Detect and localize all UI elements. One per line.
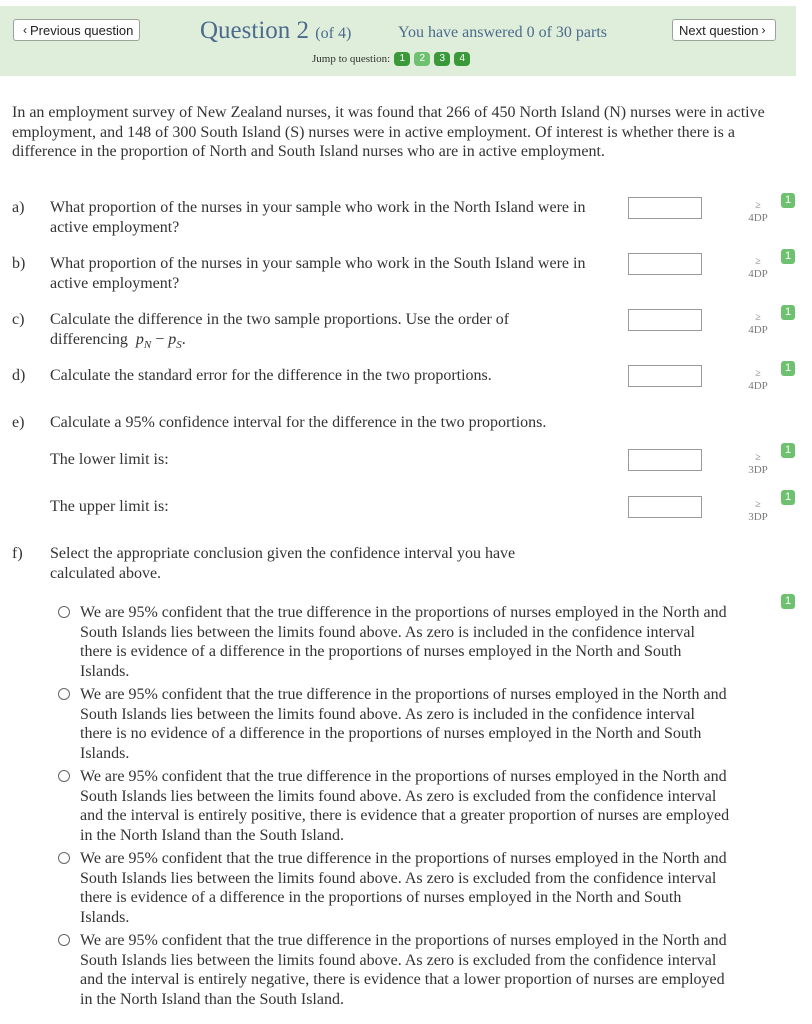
part-b-dp: 4DP — [748, 268, 768, 280]
part-d-answer-input[interactable] — [628, 365, 702, 387]
jump-question-2[interactable]: 2 — [414, 52, 430, 66]
part-f-label: f) — [12, 545, 23, 562]
p-n-subscript: N — [143, 338, 152, 351]
chevron-left-icon: ‹ — [23, 23, 27, 37]
part-b-label: b) — [12, 255, 26, 272]
radio-option-5[interactable] — [58, 934, 70, 946]
part-a-precision — [745, 199, 771, 224]
ge-icon: ≥ — [755, 200, 761, 211]
part-d-precision — [745, 367, 771, 392]
part-a-marks-badge: 1 — [781, 193, 795, 208]
lower-limit-marks-badge: 1 — [781, 443, 795, 458]
part-c-dp: 4DP — [748, 324, 768, 336]
question-number: Question 2 — [200, 17, 310, 44]
lower-limit-precision — [745, 451, 771, 476]
lower-limit-label: The lower limit is: — [50, 451, 169, 468]
part-c-marks-badge: 1 — [781, 305, 795, 320]
conclusion-option-3-text: We are 95% confident that the true difference in the proportions of nurses employed in the North and South Islands lies between the limits found above. As zero is excluded from the confidence interval and the interval is entirely positive, there is evidence that a greater proportion of nurses are employed in the North Island than the South Island. — [80, 768, 730, 844]
radio-option-1[interactable] — [58, 606, 70, 618]
ge-icon: ≥ — [755, 312, 761, 323]
lower-limit-input[interactable] — [628, 449, 702, 471]
lower-limit-dp: 3DP — [748, 464, 768, 476]
part-b-precision — [745, 255, 771, 280]
upper-limit-label: The upper limit is: — [50, 498, 169, 515]
ge-icon: ≥ — [755, 368, 761, 379]
jump-question-1[interactable]: 1 — [394, 52, 410, 66]
part-b-text: What proportion of the nurses in your sample who work in the South Island were in active employment? — [50, 255, 586, 292]
jump-to-question — [312, 52, 470, 66]
upper-limit-precision — [745, 498, 771, 523]
radio-option-2[interactable] — [58, 688, 70, 700]
part-a-label: a) — [12, 199, 25, 216]
part-c-text: Calculate the difference in the two sample proportions. Use the order of differencing — [50, 311, 510, 348]
p-s-symbol — [168, 330, 182, 351]
minus-sign: − — [155, 330, 165, 348]
part-b-marks-badge: 1 — [781, 249, 795, 264]
upper-limit-input[interactable] — [628, 496, 702, 518]
conclusion-option-4-text: We are 95% confident that the true difference in the proportions of nurses employed in the North and South Islands lies between the limits found above. As zero is excluded from the confidence interval there is evidence of a difference in the proportions of nurses employed in the North and South Islands. — [80, 850, 727, 926]
ge-icon: ≥ — [755, 499, 761, 510]
part-c-period: . — [181, 330, 186, 348]
chevron-right-icon: › — [761, 23, 766, 37]
next-question-label: Next question — [679, 22, 759, 38]
part-d-text: Calculate the standard error for the difference in the two proportions. — [50, 367, 492, 384]
part-c-text-wrap — [50, 310, 560, 355]
question-header — [0, 6, 796, 76]
part-b-answer-input[interactable] — [628, 253, 702, 275]
part-d-marks-badge: 1 — [781, 361, 795, 376]
upper-limit-dp: 3DP — [748, 511, 768, 523]
part-c-label: c) — [12, 311, 25, 328]
radio-option-4[interactable] — [58, 852, 70, 864]
conclusion-option-1-text: We are 95% confident that the true difference in the proportions of nurses employed in the North and South Islands lies between the limits found above. As zero is included in the confidence interval there is evidence of a difference in the proportions of nurses employed in the North and South Islands. — [80, 604, 727, 680]
upper-limit-marks-badge: 1 — [781, 490, 795, 505]
ge-icon: ≥ — [755, 256, 761, 267]
part-f-marks-badge: 1 — [781, 594, 795, 609]
p-s-var: p — [168, 330, 177, 348]
question-count: (of 4) — [315, 25, 352, 42]
p-n-var: p — [135, 330, 144, 348]
previous-question-button[interactable] — [13, 19, 140, 41]
part-d-dp: 4DP — [748, 380, 768, 392]
part-d-label: d) — [12, 367, 26, 384]
jump-question-4[interactable]: 4 — [454, 52, 470, 66]
question-intro: In an employment survey of New Zealand nurses, it was found that 266 of 450 North Island (N) nurses were in active employment, and 148 of 300 South Island (S) nurses were in active employment. Of interest is whether there is a difference in the proportion of North and South Island nurses who are in active employment. — [12, 104, 765, 160]
part-a-answer-input[interactable] — [628, 197, 702, 219]
p-n-symbol — [132, 330, 152, 351]
conclusion-option-2-text: We are 95% confident that the true difference in the proportions of nurses employed in the North and South Islands lies between the limits found above. As zero is included in the confidence interval there is no evidence of a difference in the proportions of nurses employed in the North and South Islands. — [80, 686, 727, 762]
part-a-dp: 4DP — [748, 212, 768, 224]
part-c-answer-input[interactable] — [628, 309, 702, 331]
part-f-text: Select the appropriate conclusion given the confidence interval you have calculated above. — [50, 545, 516, 582]
jump-label: Jump to question: — [312, 53, 391, 65]
jump-question-3[interactable]: 3 — [434, 52, 450, 66]
previous-question-label: Previous question — [30, 22, 134, 38]
part-a-text: What proportion of the nurses in your sample who work in the North Island were in active employment? — [50, 199, 586, 236]
part-c-precision — [745, 311, 771, 336]
answered-status: You have answered 0 of 30 parts — [398, 24, 607, 41]
question-title — [200, 17, 351, 45]
part-e-text: Calculate a 95% confidence interval for the difference in the two proportions. — [50, 414, 547, 431]
radio-option-3[interactable] — [58, 770, 70, 782]
part-e-label: e) — [12, 414, 25, 431]
ge-icon: ≥ — [755, 452, 761, 463]
next-question-button[interactable] — [672, 19, 776, 41]
conclusion-option-5-text: We are 95% confident that the true difference in the proportions of nurses employed in the North and South Islands lies between the limits found above. As zero is excluded from the confidence interval and the interval is entirely negative, there is evidence that a lower proportion of nurses are employed in the North Island than the South Island. — [80, 932, 727, 1008]
p-s-subscript: S — [176, 338, 182, 351]
